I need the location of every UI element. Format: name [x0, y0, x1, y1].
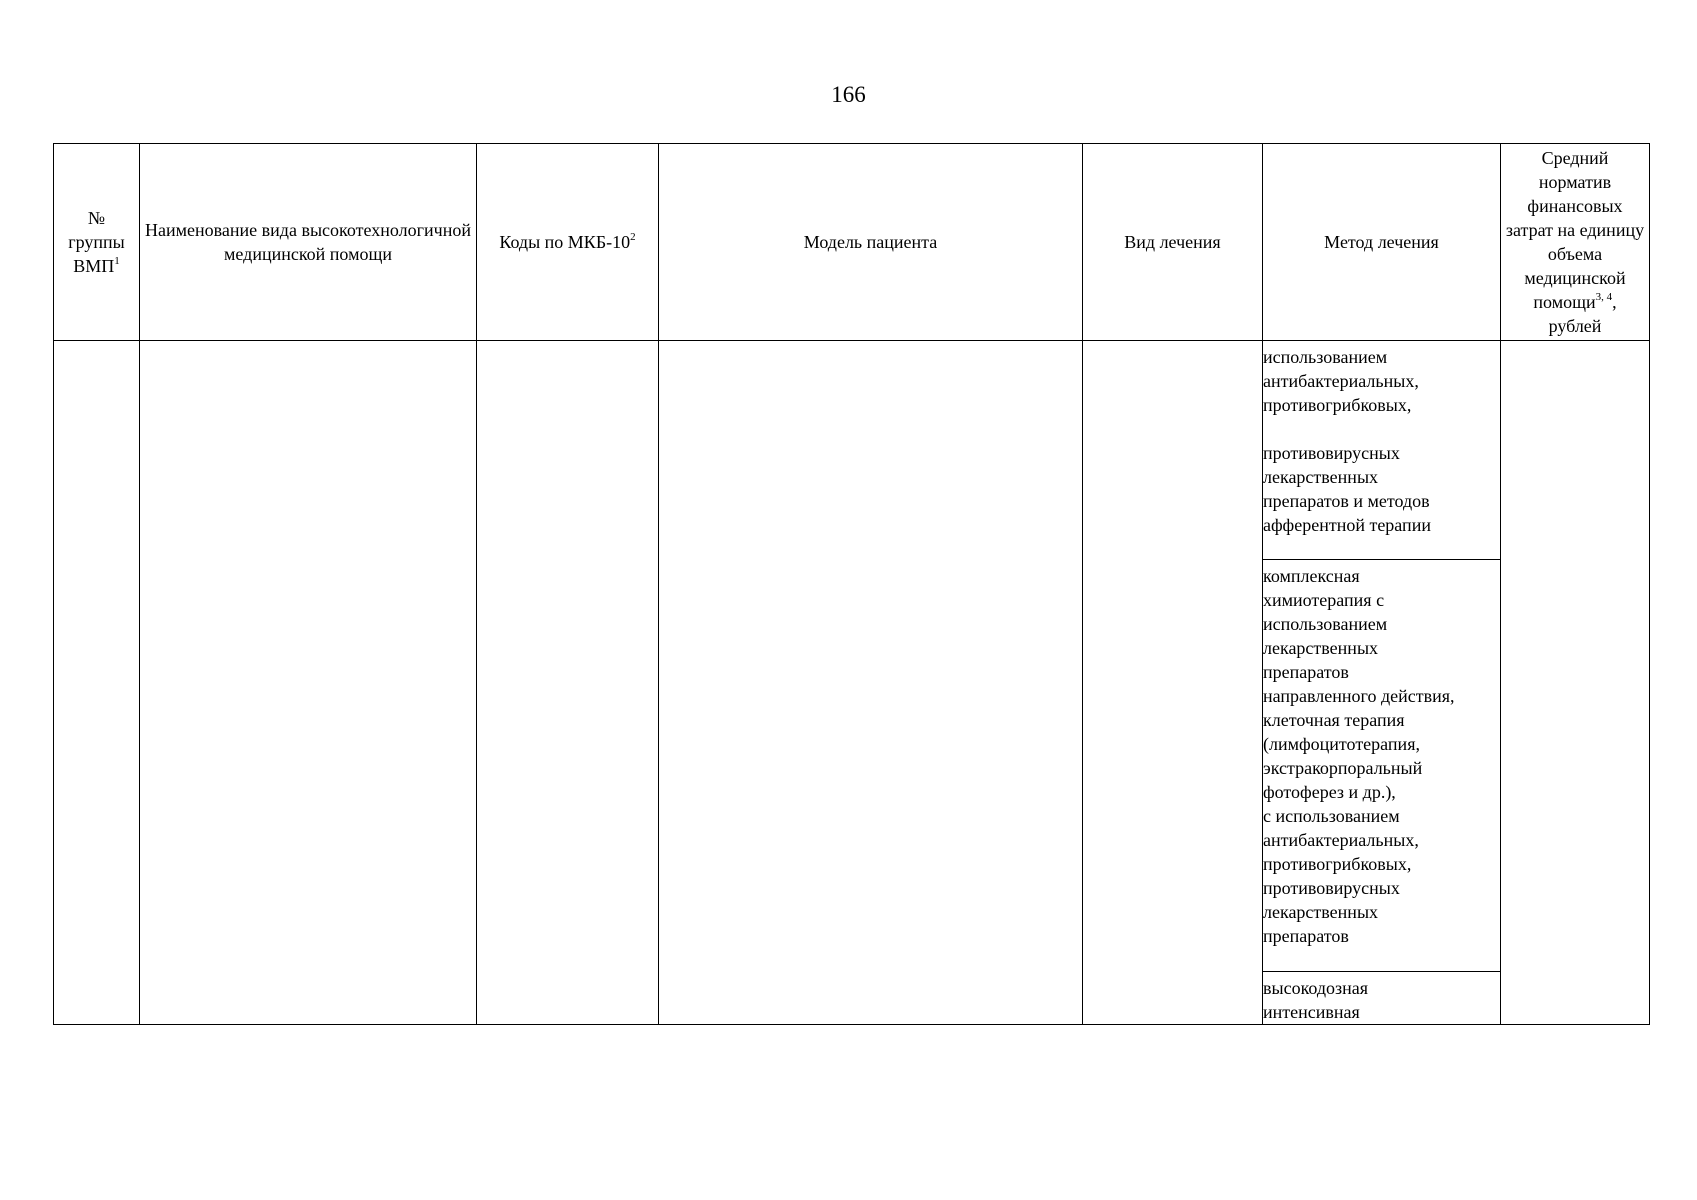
header-treatment-method-label: Метод лечения [1324, 232, 1439, 252]
cell-patient-model [659, 341, 1083, 1025]
cell-treatment-type [1083, 341, 1263, 1025]
footnote-mark-1: 1 [114, 255, 120, 267]
header-icd-codes-label: Коды по МКБ-10 [499, 232, 631, 252]
treatment-method-text: использованием антибактериальных, противогрибковых, противовирусных лекарственных препаратов и методов афферентной терапии [1263, 347, 1431, 535]
header-treatment-type-label: Вид лечения [1124, 232, 1221, 252]
header-care-type-label: Наименование вида высокотехнологичной медицинской помощи [145, 220, 471, 264]
header-treatment-method [1263, 144, 1501, 341]
header-cost-norm-unit: , рублей [1548, 292, 1617, 336]
treatment-method-text: высокодозная интенсивная [1263, 978, 1369, 1022]
medical-care-table [53, 143, 1650, 1025]
header-treatment-type [1083, 144, 1263, 341]
cell-cost-norm [1501, 341, 1650, 1025]
footnote-mark-2: 2 [630, 231, 636, 243]
page-number: 166 [831, 82, 866, 107]
header-group-no-label: № группы ВМП [68, 208, 125, 276]
header-cost-norm [1501, 144, 1650, 341]
header-cost-norm-label: Средний норматив финансовых затрат на единицу объема медицинской помощи [1505, 148, 1645, 312]
cell-icd-codes [477, 341, 659, 1025]
header-patient-model [659, 144, 1083, 341]
cell-treatment-method [1263, 560, 1501, 972]
treatment-method-text: комплексная химиотерапия с использованием лекарственных препаратов направленного действия, клеточная терапия (лимфоцитотерапия, экстракорпоральный фотоферез и др.), с использованием антибактериальных, противогрибковых, противовирусных лекарственных препаратов [1263, 566, 1455, 946]
cell-treatment-method [1263, 972, 1501, 1025]
header-row [54, 144, 1650, 341]
cell-treatment-method [1263, 341, 1501, 560]
header-group-no [54, 144, 140, 341]
table-row [54, 341, 1650, 560]
footnote-mark-3-4: 3, 4 [1595, 291, 1613, 303]
header-icd-codes [477, 144, 659, 341]
cell-group-no [54, 341, 140, 1025]
header-patient-model-label: Модель пациента [803, 232, 938, 252]
cell-care-type [140, 341, 477, 1025]
header-care-type [140, 144, 477, 341]
